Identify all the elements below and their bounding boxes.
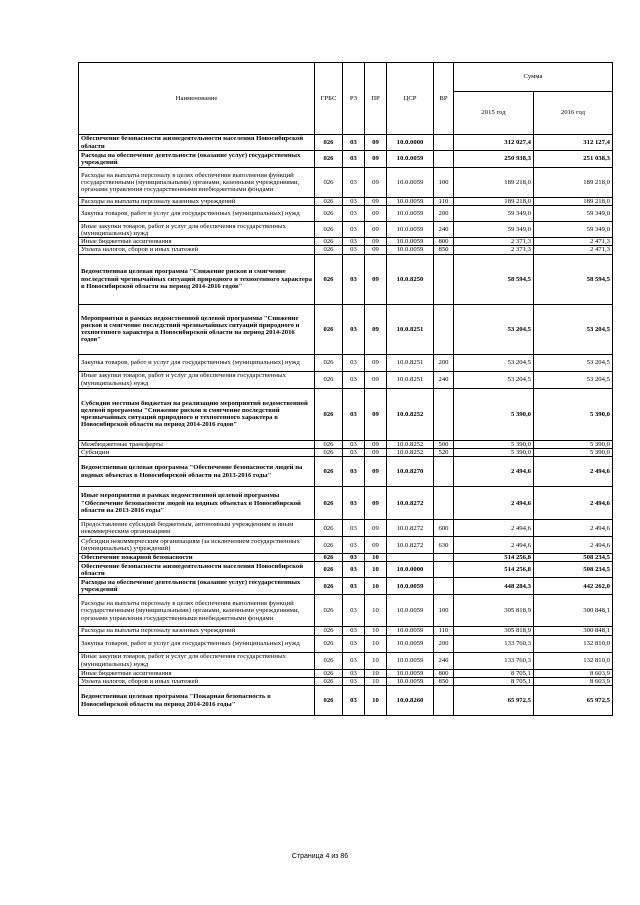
row-vr (434, 135, 454, 151)
table-row (79, 457, 613, 487)
row-name: Обеспечение безопасности жизнедеятельности населения Новосибирской области (79, 135, 315, 151)
row-rz: 03 (343, 246, 365, 254)
row-pr: 10 (365, 595, 387, 627)
row-sum-2016: 65 972,5 (534, 686, 613, 716)
row-sum-2016: 53 204,5 (534, 371, 613, 388)
row-csr: 10.0.0059 (387, 246, 434, 254)
row-rz: 03 (343, 677, 365, 685)
row-sum-2015: 250 938,3 (454, 151, 534, 168)
row-vr: 200 (434, 206, 454, 222)
row-name: Предоставление субсидий бюджетным, автономным учреждениям и иным некоммерческим организациям (79, 520, 315, 537)
table-row (79, 487, 613, 520)
header-pr: ПР (365, 63, 387, 135)
row-sum-2015: 514 256,8 (454, 554, 534, 562)
row-vr: 110 (434, 198, 454, 206)
row-name: Ведомственная целевая программа "Обеспечение безопасности людей на водных объектах в Новосибирской области на 2013-2016 годы" (79, 457, 315, 487)
row-pr: 09 (365, 448, 387, 456)
row-rz: 03 (343, 652, 365, 669)
row-name: Уплата налогов, сборов и иных платежей (79, 677, 315, 685)
row-name: Обеспечение пожарной безопасности (79, 554, 315, 562)
row-name: Мероприятия в рамках ведомственной целевой программы "Снижение рисков и смягчение последствий чрезвычайных ситуаций природного и техногенного характера в Новосибирской области на период 2014-2016 годов" (79, 304, 315, 354)
row-csr: 10.0.8251 (387, 371, 434, 388)
row-sum-2016: 53 204,5 (534, 304, 613, 354)
row-sum-2016: 189 218,0 (534, 168, 613, 198)
row-csr: 10.0.0059 (387, 222, 434, 238)
row-rz: 03 (343, 151, 365, 168)
row-vr: 630 (434, 537, 454, 554)
row-grbs: 026 (315, 627, 343, 635)
row-sum-2015: 53 204,5 (454, 371, 534, 388)
row-sum-2015: 2 371,3 (454, 238, 534, 246)
row-grbs: 026 (315, 304, 343, 354)
row-vr: 200 (434, 354, 454, 371)
row-rz: 03 (343, 168, 365, 198)
row-sum-2015: 2 371,3 (454, 246, 534, 254)
row-name: Расходы на обеспечение деятельности (оказание услуг) государственных учреждений (79, 578, 315, 595)
row-sum-2015: 189 218,0 (454, 198, 534, 206)
table-row (79, 246, 613, 254)
row-pr: 10 (365, 686, 387, 716)
header-year-2016: 2016 год (534, 92, 613, 135)
row-sum-2016: 53 204,5 (534, 354, 613, 371)
row-sum-2016: 300 848,1 (534, 595, 613, 627)
row-grbs: 026 (315, 554, 343, 562)
row-pr: 10 (365, 635, 387, 652)
row-vr: 850 (434, 246, 454, 254)
row-sum-2016: 58 594,5 (534, 254, 613, 304)
row-pr: 09 (365, 238, 387, 246)
row-pr: 09 (365, 222, 387, 238)
row-pr: 09 (365, 151, 387, 168)
row-csr (387, 554, 434, 562)
row-pr: 10 (365, 554, 387, 562)
row-vr (434, 562, 454, 578)
row-grbs: 026 (315, 520, 343, 537)
row-rz: 03 (343, 238, 365, 246)
row-rz: 03 (343, 440, 365, 448)
row-sum-2015: 53 204,5 (454, 354, 534, 371)
row-grbs: 026 (315, 562, 343, 578)
row-csr: 10.0.0059 (387, 578, 434, 595)
row-csr: 10.0.0059 (387, 206, 434, 222)
table-row (79, 388, 613, 440)
row-grbs: 026 (315, 354, 343, 371)
row-pr: 09 (365, 457, 387, 487)
row-pr: 10 (365, 652, 387, 669)
row-rz: 03 (343, 135, 365, 151)
row-rz: 03 (343, 457, 365, 487)
row-csr: 10.0.0059 (387, 595, 434, 627)
row-grbs: 026 (315, 487, 343, 520)
row-sum-2016: 442 262,0 (534, 578, 613, 595)
row-grbs: 026 (315, 238, 343, 246)
row-rz: 03 (343, 388, 365, 440)
row-name: Расходы на выплаты персоналу казенных учреждений (79, 627, 315, 635)
row-vr: 600 (434, 520, 454, 537)
row-rz: 03 (343, 537, 365, 554)
row-name: Расходы на обеспечение деятельности (оказание услуг) государственных учреждений (79, 151, 315, 168)
row-grbs: 026 (315, 669, 343, 677)
row-rz: 03 (343, 520, 365, 537)
row-rz: 03 (343, 304, 365, 354)
row-csr: 10.0.0059 (387, 635, 434, 652)
row-pr: 09 (365, 304, 387, 354)
table-row (79, 669, 613, 677)
header-name: Наименование (79, 63, 315, 135)
row-name: Обеспечение безопасности жизнедеятельности населения Новосибирской области (79, 562, 315, 578)
row-sum-2015: 2 494,6 (454, 457, 534, 487)
row-vr: 800 (434, 238, 454, 246)
row-vr: 850 (434, 677, 454, 685)
row-csr: 10.0.8252 (387, 440, 434, 448)
row-vr: 520 (434, 448, 454, 456)
table-row (79, 562, 613, 578)
row-pr: 10 (365, 578, 387, 595)
row-sum-2015: 59 349,0 (454, 206, 534, 222)
row-csr: 10.0.8272 (387, 537, 434, 554)
row-grbs: 026 (315, 537, 343, 554)
row-pr: 09 (365, 537, 387, 554)
row-vr (434, 578, 454, 595)
table-row (79, 238, 613, 246)
row-grbs: 026 (315, 448, 343, 456)
row-csr: 10.0.8270 (387, 457, 434, 487)
row-sum-2016: 508 234,5 (534, 562, 613, 578)
row-rz: 03 (343, 487, 365, 520)
row-rz: 03 (343, 686, 365, 716)
row-grbs: 026 (315, 578, 343, 595)
row-name: Иные закупки товаров, работ и услуг для обеспечения государственных (муниципальных) нужд (79, 652, 315, 669)
table-row (79, 206, 613, 222)
table-row (79, 198, 613, 206)
row-grbs: 026 (315, 151, 343, 168)
row-sum-2016: 59 349,0 (534, 206, 613, 222)
row-sum-2016: 59 349,0 (534, 222, 613, 238)
row-sum-2015: 58 594,5 (454, 254, 534, 304)
table-row (79, 686, 613, 716)
row-name: Ведомственная целевая программа "Пожарная безопасность в Новосибирской области на период 2014-2016 годы" (79, 686, 315, 716)
row-vr: 240 (434, 652, 454, 669)
table-row (79, 448, 613, 456)
row-pr: 09 (365, 388, 387, 440)
table-row (79, 635, 613, 652)
row-grbs: 026 (315, 457, 343, 487)
row-sum-2015: 2 494,6 (454, 487, 534, 520)
row-grbs: 026 (315, 635, 343, 652)
row-rz: 03 (343, 222, 365, 238)
row-sum-2016: 2 494,6 (534, 487, 613, 520)
row-pr: 09 (365, 371, 387, 388)
row-name: Иные закупки товаров, работ и услуг для обеспечения государственных (муниципальных) нужд (79, 222, 315, 238)
row-rz: 03 (343, 562, 365, 578)
row-sum-2015: 5 390,0 (454, 440, 534, 448)
header-year-2015: 2015 год (454, 92, 534, 135)
row-grbs: 026 (315, 440, 343, 448)
row-vr (434, 487, 454, 520)
row-csr: 10.0.0059 (387, 677, 434, 685)
row-csr: 10.0.8251 (387, 354, 434, 371)
row-csr: 10.0.0000 (387, 135, 434, 151)
row-name: Ведомственная целевая программа "Снижение рисков и смягчение последствий чрезвычайных ситуаций природного и техногенного характера в Новосибирской области на период 2014-2016 годов" (79, 254, 315, 304)
row-sum-2015: 2 494,6 (454, 520, 534, 537)
row-sum-2015: 312 027,4 (454, 135, 534, 151)
row-pr: 09 (365, 254, 387, 304)
row-vr (434, 151, 454, 168)
table-row (79, 627, 613, 635)
row-grbs: 026 (315, 222, 343, 238)
row-vr: 240 (434, 371, 454, 388)
row-name: Уплата налогов, сборов и иных платежей (79, 246, 315, 254)
row-csr: 10.0.8251 (387, 304, 434, 354)
row-pr: 10 (365, 562, 387, 578)
row-rz: 03 (343, 448, 365, 456)
row-vr: 500 (434, 440, 454, 448)
row-pr: 09 (365, 487, 387, 520)
row-grbs: 026 (315, 388, 343, 440)
header-vr: ВР (434, 63, 454, 135)
row-grbs: 026 (315, 254, 343, 304)
header-row-top (79, 63, 613, 92)
table-row (79, 652, 613, 669)
row-name: Иные бюджетные ассигнования (79, 238, 315, 246)
row-vr (434, 388, 454, 440)
row-vr: 800 (434, 669, 454, 677)
row-sum-2016: 2 494,6 (534, 457, 613, 487)
row-grbs: 026 (315, 371, 343, 388)
row-pr: 09 (365, 520, 387, 537)
row-sum-2015: 2 494,6 (454, 537, 534, 554)
row-sum-2016: 251 038,3 (534, 151, 613, 168)
table-row (79, 135, 613, 151)
row-sum-2015: 305 818,9 (454, 595, 534, 627)
row-sum-2016: 2 494,6 (534, 520, 613, 537)
table-row (79, 168, 613, 198)
budget-table (78, 62, 613, 716)
row-sum-2016: 312 127,4 (534, 135, 613, 151)
row-sum-2015: 448 284,3 (454, 578, 534, 595)
table-row (79, 222, 613, 238)
row-name: Субсидии некоммерческим организациям (за исключением государственных (муниципальных) учреждений) (79, 537, 315, 554)
row-rz: 03 (343, 635, 365, 652)
row-pr: 09 (365, 168, 387, 198)
row-name: Закупка товаров, работ и услуг для государственных (муниципальных) нужд (79, 635, 315, 652)
row-name: Межбюджетные трансферты (79, 440, 315, 448)
row-sum-2015: 133 760,3 (454, 635, 534, 652)
row-vr: 110 (434, 627, 454, 635)
row-sum-2015: 514 256,8 (454, 562, 534, 578)
row-pr: 09 (365, 246, 387, 254)
table-row (79, 151, 613, 168)
row-rz: 03 (343, 554, 365, 562)
row-vr: 100 (434, 595, 454, 627)
row-csr: 10.0.8252 (387, 388, 434, 440)
row-vr: 240 (434, 222, 454, 238)
table-row (79, 578, 613, 595)
row-sum-2016: 8 603,9 (534, 677, 613, 685)
row-pr: 09 (365, 198, 387, 206)
row-sum-2016: 132 810,0 (534, 635, 613, 652)
row-name: Расходы на выплаты персоналу в целях обеспечения выполнения функций государственными (муниципальными) органами, казенными учреждениями, органами управления государственными внебюджетными фондами (79, 168, 315, 198)
row-sum-2015: 133 760,3 (454, 652, 534, 669)
row-csr: 10.0.0000 (387, 562, 434, 578)
header-csr: ЦСР (387, 63, 434, 135)
table-row (79, 520, 613, 537)
row-sum-2015: 53 204,5 (454, 304, 534, 354)
row-sum-2015: 5 390,0 (454, 448, 534, 456)
row-name: Закупка товаров, работ и услуг для государственных (муниципальных) нужд (79, 206, 315, 222)
row-sum-2016: 2 471,3 (534, 246, 613, 254)
header-sum: Сумма (454, 63, 613, 92)
row-grbs: 026 (315, 595, 343, 627)
row-csr: 10.0.0059 (387, 151, 434, 168)
row-sum-2015: 189 218,0 (454, 168, 534, 198)
row-vr: 200 (434, 635, 454, 652)
row-csr: 10.0.8260 (387, 686, 434, 716)
row-rz: 03 (343, 354, 365, 371)
header-rz: РЗ (343, 63, 365, 135)
row-grbs: 026 (315, 686, 343, 716)
table-row (79, 354, 613, 371)
row-sum-2016: 132 810,0 (534, 652, 613, 669)
row-name: Субсидии (79, 448, 315, 456)
row-sum-2016: 189 218,0 (534, 198, 613, 206)
row-csr: 10.0.8252 (387, 448, 434, 456)
row-csr: 10.0.0059 (387, 652, 434, 669)
row-vr (434, 254, 454, 304)
row-sum-2015: 305 818,9 (454, 627, 534, 635)
row-rz: 03 (343, 669, 365, 677)
row-vr (434, 304, 454, 354)
row-vr: 100 (434, 168, 454, 198)
page-footer: Страница 4 из 86 (291, 853, 349, 860)
row-grbs: 026 (315, 652, 343, 669)
row-rz: 03 (343, 206, 365, 222)
row-grbs: 026 (315, 198, 343, 206)
row-pr: 10 (365, 627, 387, 635)
table-row (79, 677, 613, 685)
row-vr (434, 686, 454, 716)
row-name: Иные мероприятия в рамках ведомственной целевой программы "Обеспечение безопасности людей на водных объектах в Новосибирской области на 2013-2016 годы" (79, 487, 315, 520)
row-sum-2016: 5 390,0 (534, 440, 613, 448)
budget-document (78, 62, 612, 716)
row-csr: 10.0.8272 (387, 487, 434, 520)
row-csr: 10.0.0059 (387, 669, 434, 677)
row-name: Расходы на выплаты персоналу в целях обеспечения выполнения функций государственными (муниципальными) органами, казенными учреждениями, органами управления государственными внебюджетными фондами (79, 595, 315, 627)
row-name: Субсидии местным бюджетам на реализацию мероприятий ведомственной целевой программы "Снижение рисков и смягчение последствий чрезвычайных ситуаций природного и техногенного характера в Новосибирской области на период 2014-2016 годов" (79, 388, 315, 440)
row-csr: 10.0.0059 (387, 627, 434, 635)
row-pr: 10 (365, 669, 387, 677)
row-vr (434, 457, 454, 487)
table-row (79, 554, 613, 562)
row-pr: 09 (365, 135, 387, 151)
row-grbs: 026 (315, 206, 343, 222)
row-grbs: 026 (315, 677, 343, 685)
row-csr: 10.0.0059 (387, 238, 434, 246)
row-name: Закупка товаров, работ и услуг для государственных (муниципальных) нужд (79, 354, 315, 371)
row-sum-2015: 8 705,1 (454, 669, 534, 677)
row-sum-2015: 8 705,1 (454, 677, 534, 685)
row-grbs: 026 (315, 246, 343, 254)
row-sum-2016: 2 494,6 (534, 537, 613, 554)
row-sum-2016: 300 848,1 (534, 627, 613, 635)
row-grbs: 026 (315, 168, 343, 198)
row-rz: 03 (343, 595, 365, 627)
table-body (79, 135, 613, 716)
row-pr: 09 (365, 440, 387, 448)
row-grbs: 026 (315, 135, 343, 151)
table-row (79, 440, 613, 448)
header-grbs: ГРБС (315, 63, 343, 135)
table-row (79, 254, 613, 304)
row-rz: 03 (343, 371, 365, 388)
row-rz: 03 (343, 254, 365, 304)
row-name: Иные закупки товаров, работ и услуг для обеспечения государственных (муниципальных) нужд (79, 371, 315, 388)
row-rz: 03 (343, 627, 365, 635)
row-csr: 10.0.8250 (387, 254, 434, 304)
row-pr: 09 (365, 354, 387, 371)
row-sum-2015: 65 972,5 (454, 686, 534, 716)
row-csr: 10.0.8272 (387, 520, 434, 537)
row-vr (434, 554, 454, 562)
row-pr: 10 (365, 677, 387, 685)
row-pr: 09 (365, 206, 387, 222)
row-sum-2016: 8 603,9 (534, 669, 613, 677)
table-row (79, 304, 613, 354)
row-csr: 10.0.0059 (387, 198, 434, 206)
row-sum-2016: 508 234,5 (534, 554, 613, 562)
row-sum-2016: 5 390,0 (534, 448, 613, 456)
row-sum-2015: 59 349,0 (454, 222, 534, 238)
row-rz: 03 (343, 578, 365, 595)
row-name: Расходы на выплаты персоналу казенных учреждений (79, 198, 315, 206)
row-csr: 10.0.0059 (387, 168, 434, 198)
table-row (79, 371, 613, 388)
row-sum-2015: 5 390,0 (454, 388, 534, 440)
row-name: Иные бюджетные ассигнования (79, 669, 315, 677)
table-row (79, 537, 613, 554)
row-sum-2016: 2 471,3 (534, 238, 613, 246)
row-rz: 03 (343, 198, 365, 206)
row-sum-2016: 5 390,0 (534, 388, 613, 440)
table-row (79, 595, 613, 627)
